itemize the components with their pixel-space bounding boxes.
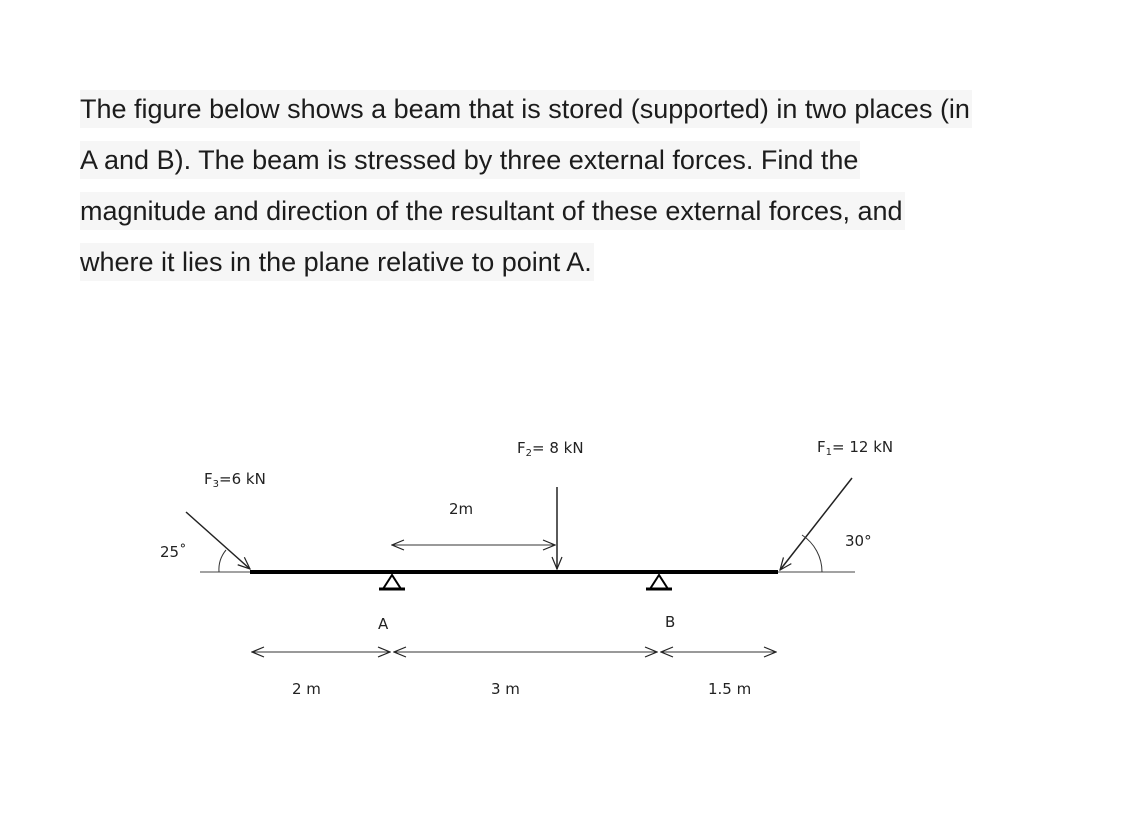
f1-angle-label: 30° — [845, 532, 872, 550]
dim-left-overhang-label: 2 m — [292, 680, 321, 698]
dim-f2-from-a-label: 2m — [449, 500, 474, 518]
f3-arrow — [186, 512, 250, 569]
problem-line-4: where it lies in the plane relative to point A. — [80, 243, 594, 281]
problem-line-2: A and B). The beam is stressed by three external forces. Find the — [80, 141, 860, 179]
f2-label: $F_2= 8$ kN — [517, 439, 584, 459]
f1-angle-arc — [802, 535, 822, 572]
f3-angle-label: 25˚ — [160, 543, 187, 561]
support-b — [646, 575, 672, 589]
support-a-label: A — [378, 615, 389, 633]
f1-arrow — [780, 478, 852, 570]
f3-label: $F_3=6$ kN — [204, 470, 266, 490]
f3-angle-arc — [219, 550, 226, 572]
problem-line-3: magnitude and direction of the resultant of these external forces, and — [80, 192, 905, 230]
problem-line-1: The figure below shows a beam that is stored (supported) in two places (in — [80, 90, 972, 128]
support-a — [379, 575, 405, 589]
dim-right-overhang-label: 1.5 m — [708, 680, 752, 698]
support-b-label: B — [665, 613, 676, 631]
dim-span-ab-label: 3 m — [491, 680, 520, 698]
f1-label: $F_1= 12$ kN — [817, 438, 894, 458]
